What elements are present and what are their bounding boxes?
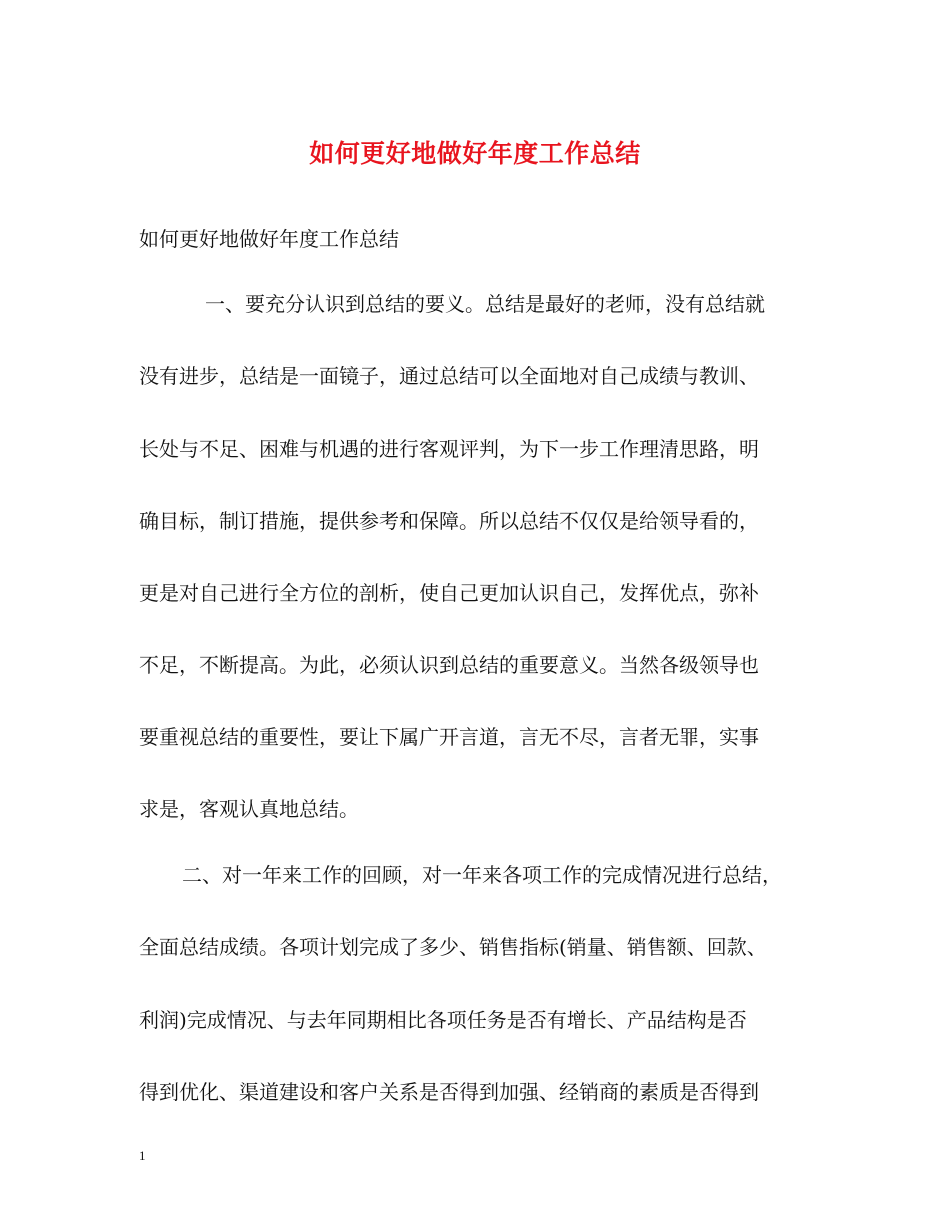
paragraph-line: 没有进步，总结是一面镜子，通过总结可以全面地对自己成绩与教训、 (139, 364, 759, 388)
paragraph-line: 全面总结成绩。各项计划完成了多少、销售指标(销量、销售额、回款、 (139, 935, 767, 959)
paragraph-line: 确目标，制订措施，提供参考和保障。所以总结不仅仅是给领导看的， (139, 509, 759, 533)
paragraph-line: 二、对一年来工作的回顾，对一年来各项工作的完成情况进行总结， (182, 863, 782, 887)
paragraph-line: 求是，客观认真地总结。 (139, 797, 359, 821)
paragraph-line: 得到优化、渠道建设和客户关系是否得到加强、经销商的素质是否得到 (139, 1080, 759, 1104)
paragraph-line: 更是对自己进行全方位的剖析，使自己更加认识自己，发挥优点，弥补 (139, 581, 759, 605)
paragraph-line: 长处与不足、困难与机遇的进行客观评判，为下一步工作理清思路，明 (139, 437, 759, 461)
page-number: 1 (139, 1148, 146, 1163)
document-title: 如何更好地做好年度工作总结 (309, 139, 641, 168)
document-subtitle: 如何更好地做好年度工作总结 (139, 227, 399, 251)
paragraph-line: 不足，不断提高。为此，必须认识到总结的重要意义。当然各级领导也 (139, 653, 759, 677)
paragraph-line: 利润)完成情况、与去年同期相比各项任务是否有增长、产品结构是否 (139, 1008, 747, 1032)
paragraph-line: 要重视总结的重要性，要让下属广开言道，言无不尽，言者无罪，实事 (139, 725, 759, 749)
paragraph-line: 一、要充分认识到总结的要义。总结是最好的老师，没有总结就 (205, 292, 765, 316)
